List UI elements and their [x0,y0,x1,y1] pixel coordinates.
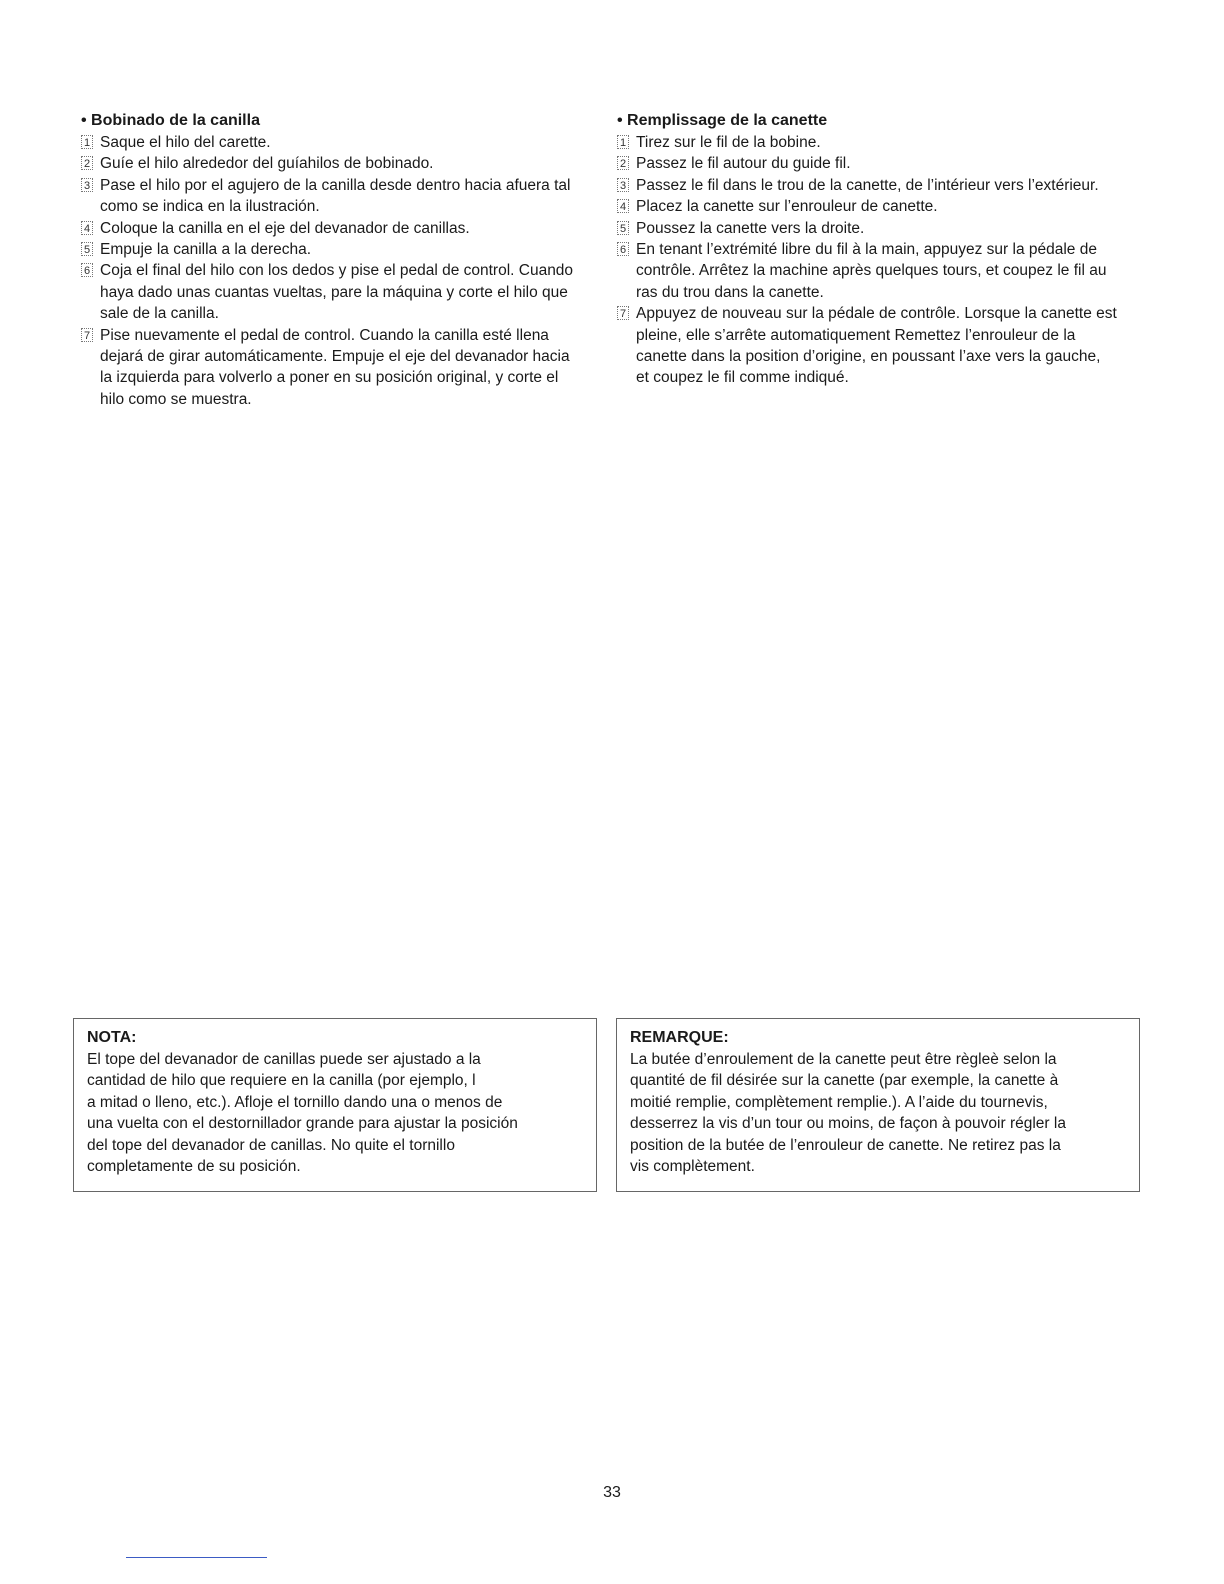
spanish-note-body: El tope del devanador de canillas puede ser ajustado a la cantidad de hilo que requiere en la canilla (por ejemplo, l a mitad o lleno, etc.). Afloje el tornillo dando una o menos de una vuelta con el destornillador grande para ajustar la posición del tope del devanador de canillas. No quite el tornillo completamente de su posición. [87,1050,518,1175]
step-number-box: 6 [81,263,93,277]
step-text: Tirez sur le fil de la bobine. [636,134,821,151]
step-number-box: 4 [617,199,629,213]
step-number-box: 3 [617,178,629,192]
french-step-2 [617,153,1117,174]
step-number-box: 1 [81,135,93,149]
step-text: Passez le fil dans le trou de la canette, de l’intérieur vers l’extérieur. [636,176,1099,194]
step-text: Poussez la canette vers la droite. [636,219,865,237]
step-text: Coja el final del hilo con los dedos y pise el pedal de control. Cuando haya dado unas cuantas vueltas, pare la máquina y corte el hilo que sale de la canilla. [100,262,574,323]
spanish-step-5 [81,239,581,260]
step-number-box: 1 [617,135,629,149]
step-text: Guíe el hilo alrededor del guíahilos de bobinado. [100,155,434,173]
spanish-note-title: NOTA: [87,1029,137,1046]
step-text: Saque el hilo del carette. [100,134,271,151]
step-number-box: 6 [617,242,629,256]
french-step-5 [617,218,1117,239]
french-heading: • Remplissage de la canette [617,112,828,129]
spanish-step-7 [81,325,581,411]
spanish-note-box [73,1018,597,1192]
spanish-step-4 [81,218,581,239]
spanish-heading: • Bobinado de la canilla [81,112,260,129]
step-number-box: 2 [81,156,93,170]
step-number-box: 5 [617,221,629,235]
step-text: Placez la canette sur l’enrouleur de canette. [636,198,938,216]
step-text: Pase el hilo por el agujero de la canilla desde dentro hacia afuera tal como se indica en la ilustración. [100,176,571,216]
french-note-title: REMARQUE: [630,1029,729,1046]
footer-rule [126,1557,267,1558]
french-step-7 [617,303,1117,389]
step-text: En tenant l’extrémité libre du fil à la main, appuyez sur la pédale de contrôle. Arrêtez la machine après quelques tours, et coupez le fil au ras du trou dans la canette. [636,241,1107,301]
french-steps [617,132,1117,389]
spanish-step-6 [81,260,581,324]
spanish-step-3 [81,175,581,218]
step-text: Coloque la canilla en el eje del devanador de canillas. [100,219,470,237]
french-step-4 [617,196,1117,217]
step-number-box: 3 [81,178,93,192]
step-text: Passez le fil autour du guide fil. [636,155,851,173]
french-note-box [616,1018,1140,1192]
step-text: Pise nuevamente el pedal de control. Cuando la canilla esté llena dejará de girar automáticamente. Empuje el eje del devanador hacia la izquierda para volverlo a poner en su posición original, y corte el hilo como se muestra. [100,326,570,408]
spanish-step-1 [81,132,581,153]
spanish-instructions [81,110,581,410]
step-number-box: 7 [617,306,629,320]
french-step-1 [617,132,1117,153]
step-number-box: 5 [81,242,93,256]
spanish-steps [81,132,581,410]
french-note-body: La butée d’enroulement de la canette peut être règleè selon la quantité de fil désirée sur la canette (par exemple, la canette à moitié remplie, complètement remplie.). A l’aide du tournevis, desserrez la vis d’un tour ou moins, de façon à pouvoir régler la position de la butée de l’enrouleur de canette. Ne retirez pas la vis complètement. [630,1050,1066,1175]
step-number-box: 4 [81,221,93,235]
step-text: Appuyez de nouveau sur la pédale de contrôle. Lorsque la canette est pleine, elle s’arrête automatiquement Remettez l’enrouleur de la canette dans la position d’origine, en poussant l’axe vers la gauche, et coupez le fil comme indiqué. [636,305,1117,387]
step-text: Empuje la canilla a la derecha. [100,241,312,259]
french-step-6 [617,239,1117,303]
spanish-step-2 [81,153,581,174]
step-number-box: 7 [81,328,93,342]
page-number: 33 [603,1484,621,1501]
french-step-3 [617,175,1117,196]
step-number-box: 2 [617,156,629,170]
french-instructions [617,110,1117,389]
